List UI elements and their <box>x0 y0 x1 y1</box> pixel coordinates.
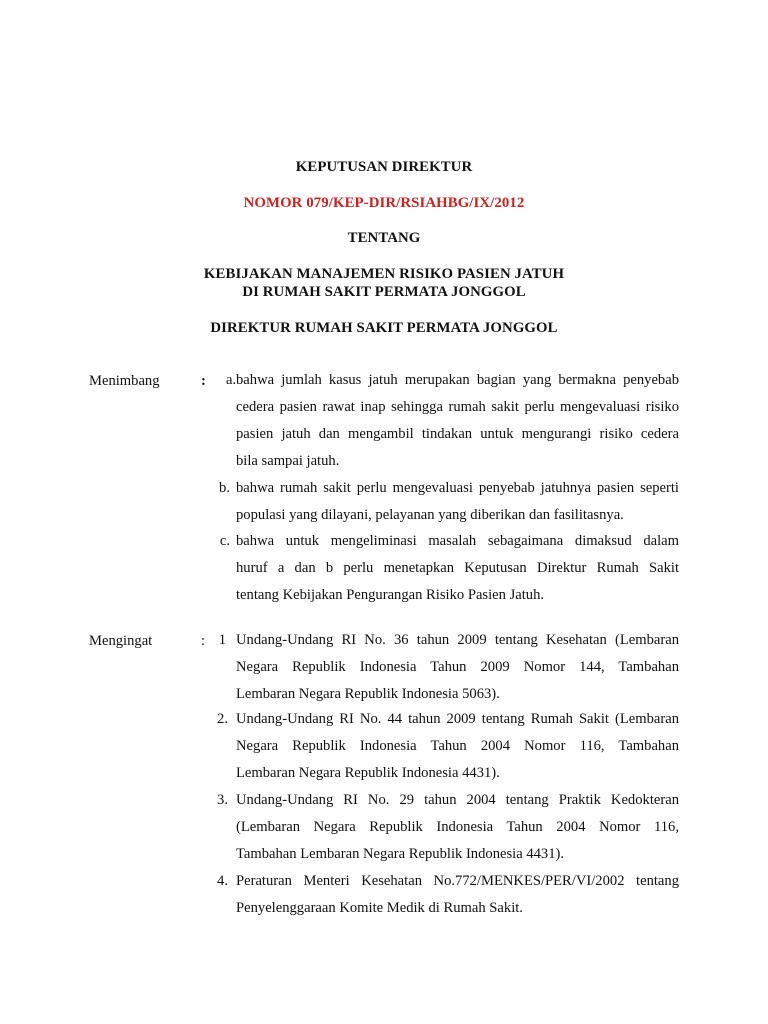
mengingat-item-3 <box>236 787 679 868</box>
text-line: bahwa rumah sakit perlu mengevaluasi penyebab jatuhnya pasien seperti <box>236 480 679 496</box>
decree-subject-line-2: DI RUMAH SAKIT PERMATA JONGGOL <box>242 284 526 300</box>
text-line: Penyelenggaraan Komite Medik di Rumah Sakit. <box>236 900 523 916</box>
text-line: tentang Kebijakan Pengurangan Risiko Pasien Jatuh. <box>236 587 545 603</box>
decree-issuer: DIREKTUR RUMAH SAKIT PERMATA JONGGOL <box>210 320 558 336</box>
text-line: bahwa untuk mengeliminasi masalah sebagaimana dimaksud dalam <box>236 533 679 549</box>
text-line: cedera pasien rawat inap sehingga rumah sakit perlu mengevaluasi risiko <box>236 399 679 415</box>
decree-subject-line-1: KEBIJAKAN MANAJEMEN RISIKO PASIEN JATUH <box>203 266 565 282</box>
text-line: huruf a dan b perlu menetapkan Keputusan Direktur Rumah Sakit <box>236 560 679 576</box>
text-line: Peraturan Menteri Kesehatan No.772/MENKES/PER/VI/2002 tentang <box>236 873 679 889</box>
text-line: bila sampai jatuh. <box>236 453 340 469</box>
text-line: (Lembaran Negara Republik Indonesia Tahun 2004 Nomor 116, <box>236 819 679 835</box>
decree-title: KEPUTUSAN DIREKTUR <box>295 159 473 175</box>
menimbang-colon: : <box>201 373 206 389</box>
menimbang-item-a <box>236 367 679 475</box>
mengingat-label: Mengingat <box>89 633 153 649</box>
text-line: Undang-Undang RI No. 36 tahun 2009 tentang Kesehatan (Lembaran <box>236 632 679 648</box>
text-line: Tambahan Lembaran Negara Republik Indonesia 4431). <box>236 846 565 862</box>
text-line: bahwa jumlah kasus jatuh merupakan bagian yang bermakna penyebab <box>236 372 679 388</box>
menimbang-item-c <box>236 528 679 609</box>
text-line: Lembaran Negara Republik Indonesia 5063). <box>236 686 500 702</box>
decree-number: NOMOR 079/KEP-DIR/RSIAHBG/IX/2012 <box>243 195 525 211</box>
menimbang-item-b <box>236 475 679 529</box>
text-line: Undang-Undang RI No. 44 tahun 2009 tentang Rumah Sakit (Lembaran <box>236 711 679 727</box>
text-line: populasi yang dilayani, pelayanan yang diberikan dan fasilitasnya. <box>236 507 624 523</box>
mengingat-marker-2: 2. <box>217 711 228 727</box>
mengingat-colon: : <box>201 633 206 649</box>
mengingat-marker-3: 3. <box>217 792 228 808</box>
mengingat-item-4 <box>236 868 679 922</box>
text-line: Negara Republik Indonesia Tahun 2009 Nomor 144, Tambahan <box>236 659 679 675</box>
mengingat-marker-1: 1 <box>218 632 226 648</box>
mengingat-item-1 <box>236 627 679 708</box>
menimbang-marker-b: b. <box>219 480 230 496</box>
menimbang-marker-c: c. <box>219 533 230 549</box>
menimbang-label: Menimbang <box>89 373 160 389</box>
mengingat-item-2 <box>236 706 679 787</box>
menimbang-marker-a: a. <box>226 372 237 388</box>
text-line: Negara Republik Indonesia Tahun 2004 Nomor 116, Tambahan <box>236 738 679 754</box>
text-line: pasien jatuh dan mengambil tindakan untuk mengurangi risiko cedera <box>236 426 679 442</box>
text-line: Lembaran Negara Republik Indonesia 4431). <box>236 765 500 781</box>
decree-about: TENTANG <box>347 230 421 246</box>
text-line: Undang-Undang RI No. 29 tahun 2004 tentang Praktik Kedokteran <box>236 792 679 808</box>
mengingat-marker-4: 4. <box>217 873 228 889</box>
